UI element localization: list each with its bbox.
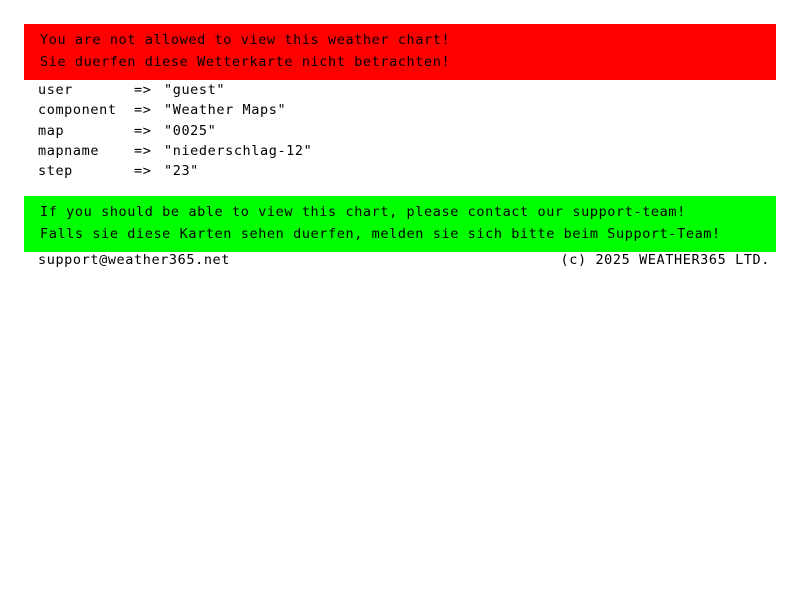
detail-arrow: => [134,122,152,139]
error-banner-line-en: You are not allowed to view this weather chart! [40,32,451,48]
detail-arrow: => [134,163,152,180]
detail-key: step [38,163,73,180]
detail-key: mapname [38,142,100,159]
detail-row-component [38,100,312,120]
footer [38,250,770,270]
detail-value: "0025" [164,122,217,139]
request-details [38,80,312,181]
detail-row-mapname [38,141,312,161]
detail-row-user [38,80,312,100]
detail-value: "guest" [164,82,226,98]
detail-arrow: => [134,82,152,98]
error-banner [24,24,776,80]
detail-key: component [38,102,117,119]
detail-value: "Weather Maps" [164,102,287,119]
detail-arrow: => [134,102,152,119]
support-banner-line-de: Falls sie diese Karten sehen duerfen, melden sie sich bitte beim Support-Team! [40,226,721,242]
detail-row-map [38,121,312,141]
error-banner-line-de: Sie duerfen diese Wetterkarte nicht betrachten! [40,54,451,70]
detail-row-step [38,161,312,181]
detail-key: user [38,82,73,98]
support-banner-line-en: If you should be able to view this chart, please contact our support-team! [40,204,686,220]
detail-arrow: => [134,142,152,159]
detail-value: "23" [164,163,199,180]
detail-value: "niederschlag-12" [164,142,313,159]
copyright-text: (c) 2025 WEATHER365 LTD. [560,252,770,268]
detail-key: map [38,122,65,139]
support-email-link[interactable]: support@weather365.net [38,252,231,268]
support-banner [24,196,776,252]
